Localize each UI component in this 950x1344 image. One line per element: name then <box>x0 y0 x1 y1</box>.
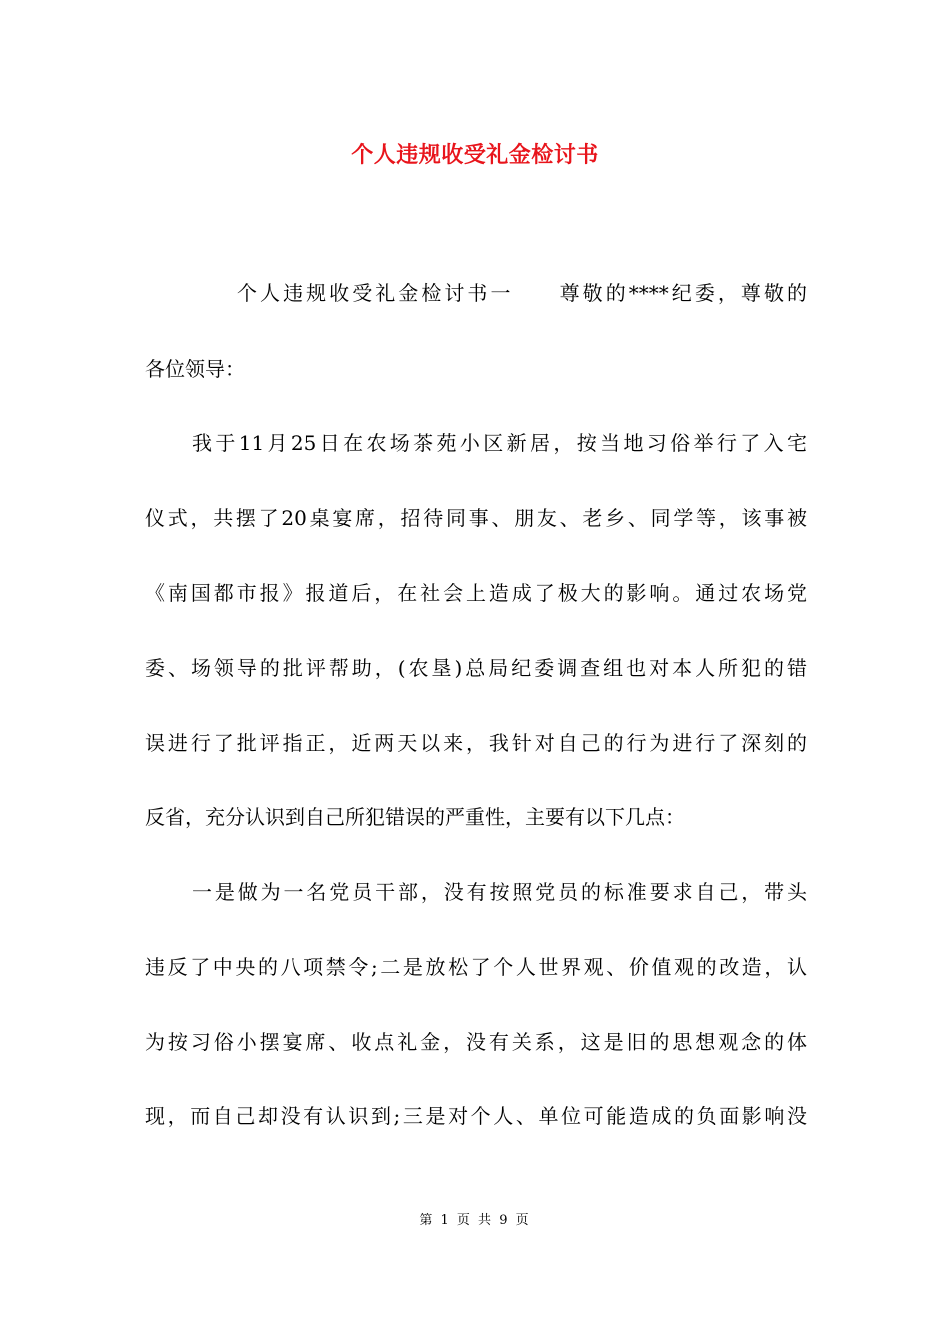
text-line: 仪式，共摆了20桌宴席，招待同事、朋友、老乡、同学等，该事被 <box>145 506 807 530</box>
text-line: 个人违规收受礼金检讨书一 尊敬的****纪委，尊敬的 <box>237 281 807 305</box>
text-line: 我于11月25日在农场茶苑小区新居，按当地习俗举行了入宅 <box>192 431 807 455</box>
text-line: 各位领导： <box>145 357 245 381</box>
text-line: 违反了中央的八项禁令;二是放松了个人世界观、价值观的改造，认 <box>145 955 807 979</box>
text-line: 《南国都市报》报道后，在社会上造成了极大的影响。通过农场党 <box>145 581 807 605</box>
text-line: 现，而自己却没有认识到;三是对个人、单位可能造成的负面影响没 <box>145 1104 807 1128</box>
document-title: 个人违规收受礼金检讨书 <box>351 142 599 168</box>
text-line: 反省，充分认识到自己所犯错误的严重性，主要有以下几点： <box>145 805 685 829</box>
text-line: 一是做为一名党员干部，没有按照党员的标准要求自己，带头 <box>192 880 807 904</box>
text-line: 委、场领导的批评帮助，(农垦)总局纪委调查组也对本人所犯的错 <box>145 656 807 680</box>
page-number-footer: 第 1 页 共 9 页 <box>419 1213 531 1228</box>
text-line: 为按习俗小摆宴席、收点礼金，没有关系，这是旧的思想观念的体 <box>145 1030 807 1054</box>
text-line: 误进行了批评指正，近两天以来，我针对自己的行为进行了深刻的 <box>145 731 807 755</box>
